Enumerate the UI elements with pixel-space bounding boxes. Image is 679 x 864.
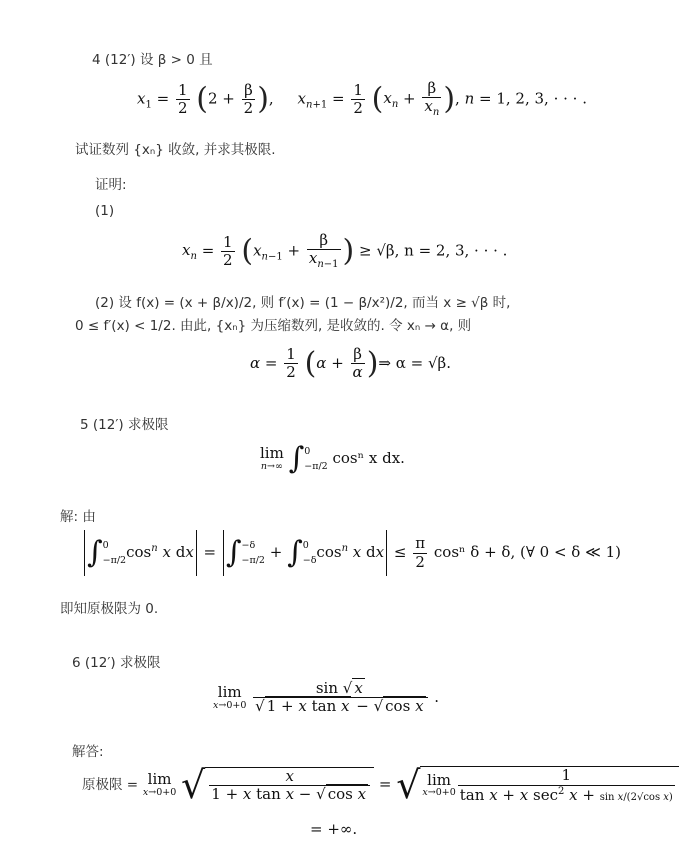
proof-label: 证明:: [95, 177, 127, 193]
integral-limit: lim n→∞ ∫ 0 −π/2 cosⁿ x dx.: [260, 441, 405, 477]
alpha-result: ⇒ α = √β.: [378, 353, 451, 372]
leq-sign: ≤: [393, 543, 407, 561]
limit-equation: α = $\frac{1}{2}$ (α + $\frac{\beta}{\alpha}$ )⇒ α = √β.: [250, 345, 451, 382]
answer-label: 解答:: [72, 744, 104, 760]
solution-label: 解: 由: [60, 509, 96, 525]
recurrence-definition: $x_1$ = $\frac{1}{2}$ (2 + $\frac{\beta}{2}$ ), $x_{n+1}$ = $\frac{1}{2}$ ($x_n$ + $\frac{\beta}{x_n}$ ), n = 1, 2, 3, · · · .: [137, 79, 587, 119]
step-2-line-1: (2) 设 f(x) = (x + β/x)/2, 则 f′(x) = (1 − β/x²)/2, 而当 x ≥ √β 时,: [95, 295, 511, 311]
problem-5-conclusion: 即知原极限为 0.: [60, 601, 159, 617]
step-1-label: (1): [95, 203, 115, 219]
problem-6-heading: 6 (12′) 求极限: [72, 655, 161, 671]
estimate-rest: cosⁿ δ + δ, (∀ 0 < δ ≪ 1): [433, 543, 621, 561]
problem-4-heading: 4 (12′) 设 β > 0 且: [92, 52, 213, 68]
lower-bound-inequality: $x_n$ = $\frac{1}{2}$ ($x_{n-1}$ + $\frac{\beta}{x_{n-1}}$ ) ≥ √β, n = 2, 3, · · · .: [182, 231, 508, 271]
problem-4-task: 试证数列 {xₙ} 收敛, 并求其极限.: [75, 142, 276, 158]
lower-bound-tail: ≥ √β, n = 2, 3, · · · .: [359, 241, 508, 260]
integral-estimate: ∫ 0 −π/2 $\cos^n x$ dx = ∫ −δ −π/2 + ∫ 0 −δ $\cos^n x$ dx ≤ $\frac{\pi}{2}$ cosⁿ δ + δ, (∀ 0 < δ ≪ 1): [82, 530, 621, 576]
sine-sqrt-limit: lim x→0+0 $\frac{\sin √ x}{\text{√ 1 + x tan x − √ cos x}}$ .: [213, 679, 440, 716]
original-limit-label: 原极限 =: [82, 777, 139, 793]
problem-5-heading: 5 (12′) 求极限: [80, 417, 169, 433]
step-2-line-2: 0 ≤ f′(x) < 1/2. 由此, {xₙ} 为压缩数列, 是收敛的. 令 xₙ → α, 则: [75, 318, 472, 334]
final-result: = +∞.: [310, 820, 358, 838]
final-computation: 原极限 = lim x→0+0 √ $\frac{x}{\text{1 + x tan x − √ cos x}}$ = √ lim x→0+0 $\frac{1}{\tan x + x \sec^2 x + \sin x/(2√\cos x)}$: [82, 766, 679, 804]
integrand: cosⁿ x dx.: [332, 449, 405, 468]
